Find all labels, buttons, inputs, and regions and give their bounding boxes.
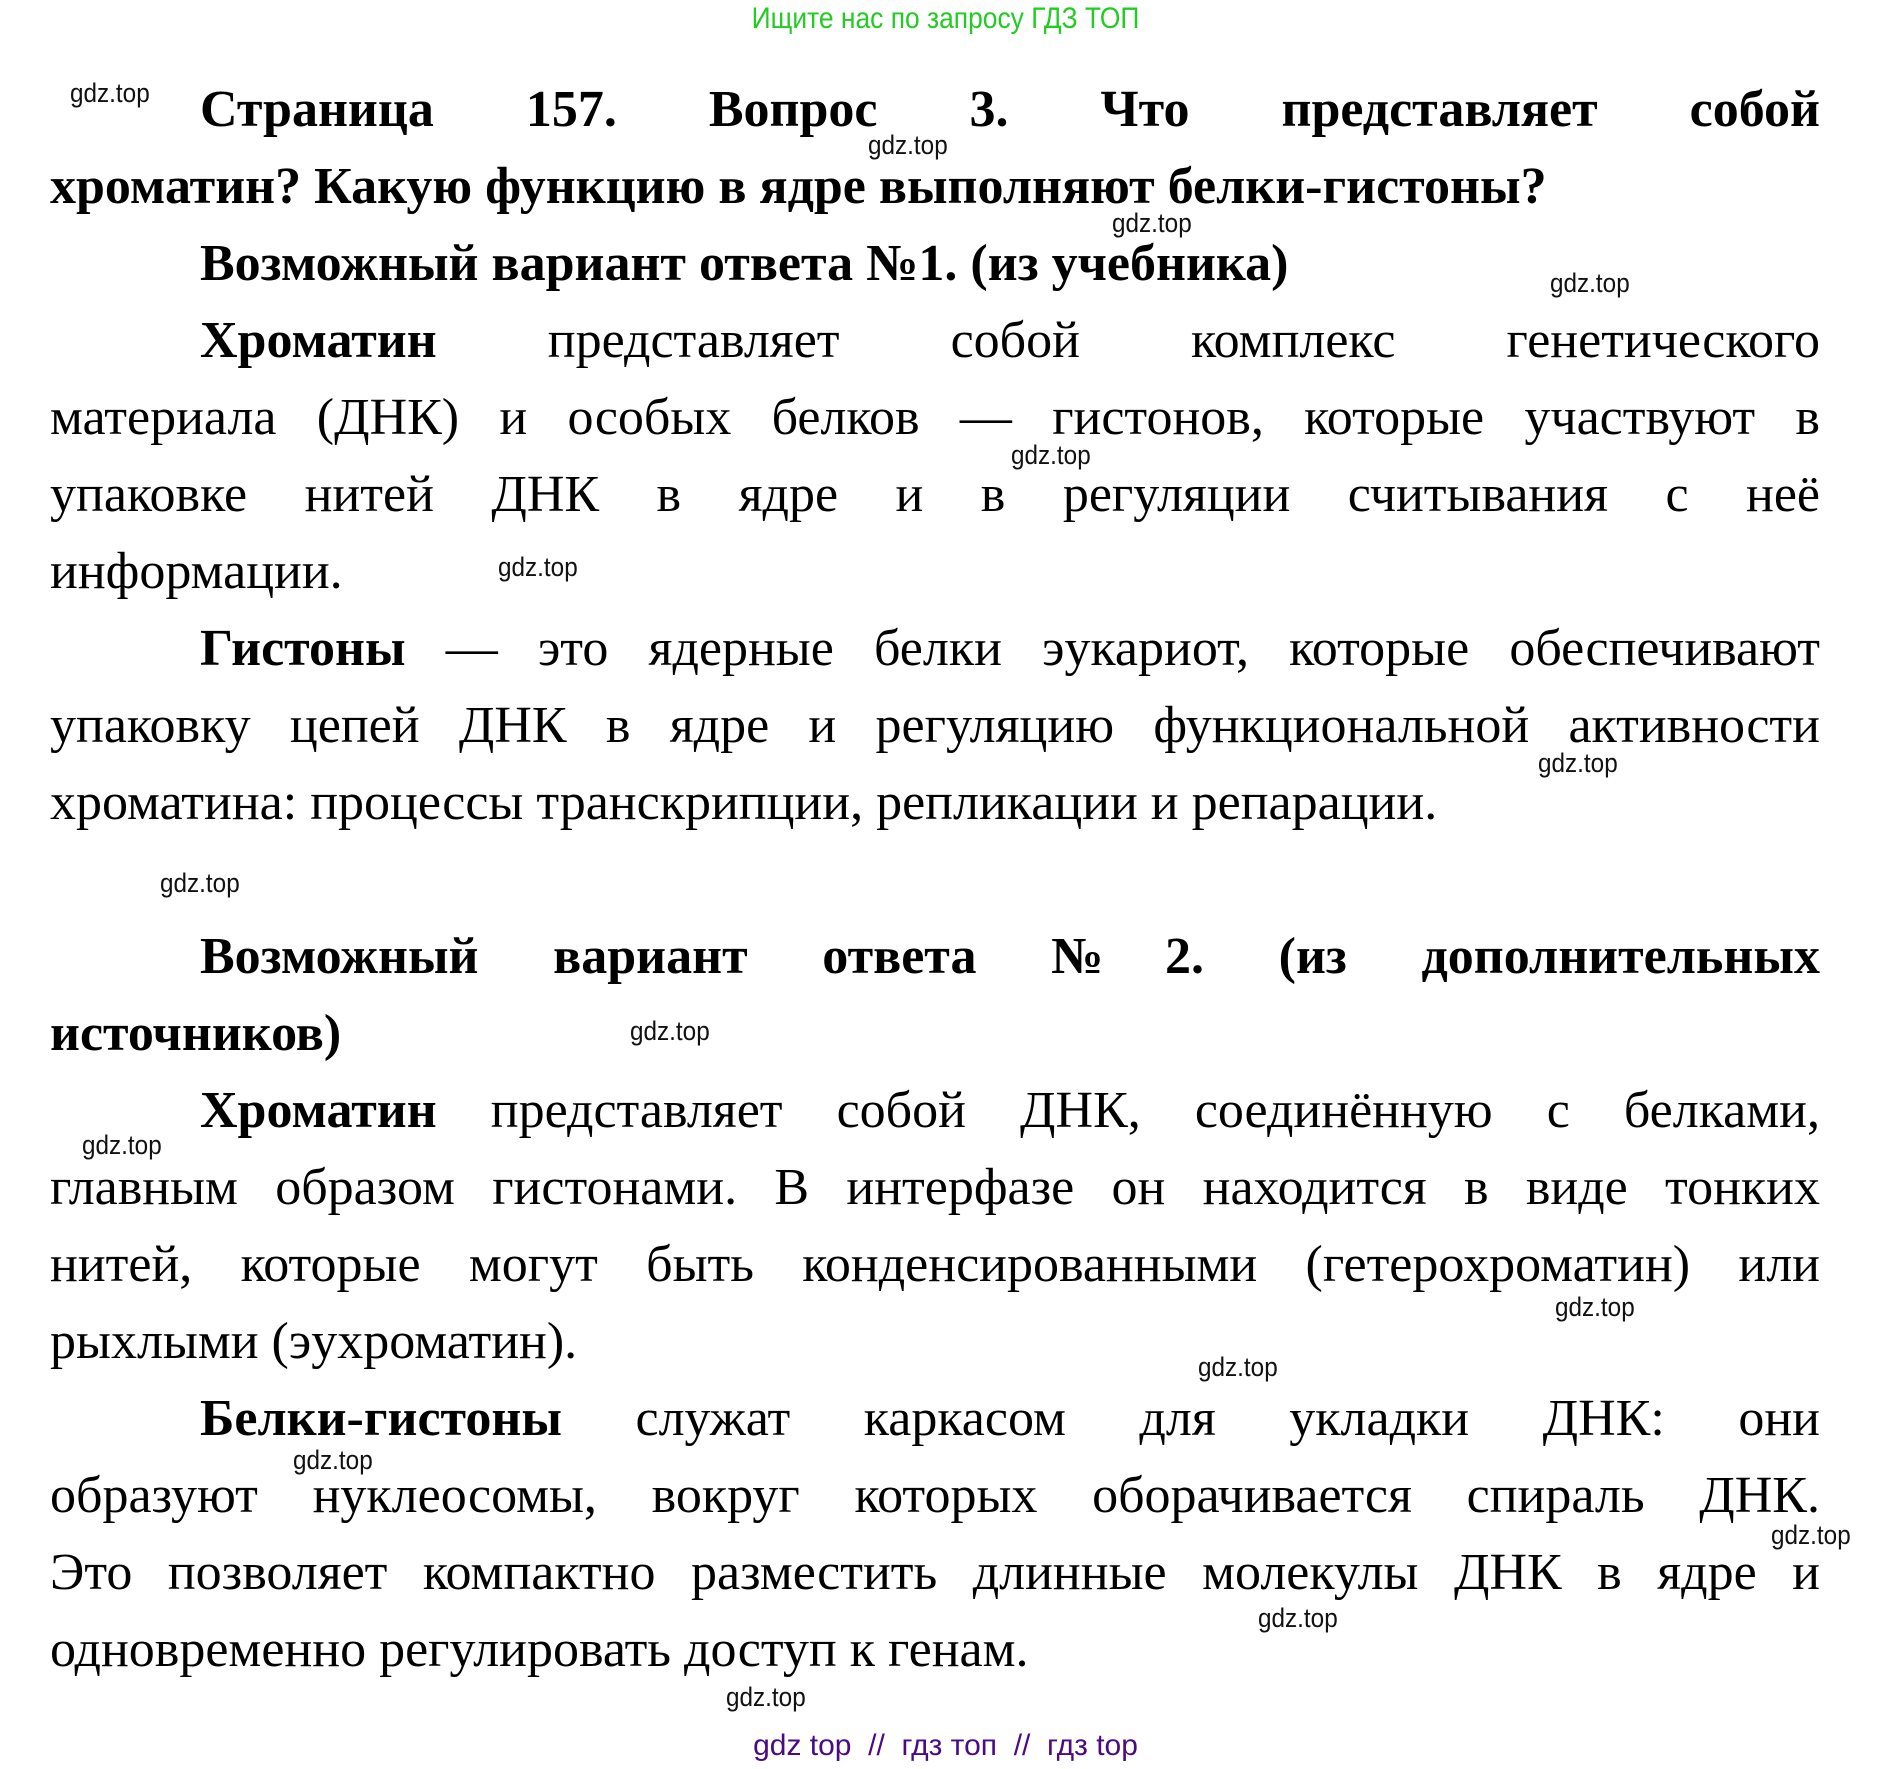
watermark: gdz.top — [1771, 1520, 1851, 1550]
answer-2-paragraph-1-line-4: рыхлыми (эухроматин). — [50, 1313, 578, 1370]
text-span: служат каркасом для укладки ДНК: они — [635, 1390, 1820, 1447]
watermark: gdz.top — [1538, 748, 1618, 778]
watermark: gdz.top — [498, 552, 578, 582]
text-span: представляет собой ДНК, соединённую с белками, — [490, 1082, 1820, 1139]
watermark: gdz.top — [160, 868, 240, 898]
watermark: gdz.top — [726, 1682, 806, 1712]
watermark: gdz.top — [82, 1130, 162, 1160]
watermark: gdz.top — [1112, 208, 1192, 238]
answer-1-paragraph-1-line-4: информации. — [50, 543, 343, 600]
watermark: gdz.top — [868, 130, 948, 160]
watermark: gdz.top — [630, 1016, 710, 1046]
text-span: представляет собой комплекс генетического — [547, 312, 1821, 369]
answer-2-paragraph-2-line-2: образуют нуклеосомы, вокруг которых оборачивается спираль ДНК. — [50, 1467, 1820, 1524]
question-title-line-2: хроматин? Какую функцию в ядре выполняют белки-гистоны? — [50, 158, 1547, 215]
answer-1-paragraph-1-line-2: материала (ДНК) и особых белков — гистонов, которые участвуют в — [50, 389, 1820, 446]
watermark: gdz.top — [1198, 1352, 1278, 1382]
answer-2-paragraph-1-line-2: главным образом гистонами. В интерфазе он находится в виде тонких — [50, 1159, 1820, 1216]
answer-1-heading: Возможный вариант ответа №1. (из учебника) — [200, 235, 1289, 292]
answer-2-paragraph-1-line-3: нитей, которые могут быть конденсированными (гетерохроматин) или — [50, 1236, 1820, 1293]
answer-1-paragraph-1-line-1 — [200, 311, 1820, 371]
search-hint-banner: Ищите нас по запросу ГДЗ ТОП — [751, 2, 1140, 35]
term-histones: Гистоны — [200, 620, 406, 677]
answer-2-heading-line-1: Возможный вариант ответа №2. (из дополнительных — [200, 928, 1820, 985]
term-histone-proteins: Белки-гистоны — [200, 1390, 562, 1447]
watermark: gdz.top — [293, 1445, 373, 1475]
answer-1-paragraph-1-line-3: упаковке нитей ДНК в ядре и в регуляции считывания с неё — [50, 466, 1820, 523]
answer-2-paragraph-2-line-1 — [200, 1389, 1820, 1449]
text-span: — это ядерные белки эукариот, которые обеспечивают — [445, 620, 1821, 677]
answer-2-paragraph-2-line-3: Это позволяет компактно разместить длинные молекулы ДНК в ядре и — [50, 1544, 1820, 1601]
question-title-line-1: Страница 157. Вопрос 3. Что представляет собой — [200, 81, 1820, 138]
answer-1-paragraph-2-line-2: упаковку цепей ДНК в ядре и регуляцию функциональной активности — [50, 697, 1820, 754]
term-chromatin: Хроматин — [200, 312, 437, 369]
answer-2-paragraph-2-line-4: одновременно регулировать доступ к генам. — [50, 1621, 1029, 1678]
answer-2-paragraph-1-line-1 — [200, 1081, 1820, 1141]
answer-1-paragraph-2-line-3: хроматина: процессы транскрипции, репликации и репарации. — [50, 774, 1438, 831]
watermark: gdz.top — [1550, 268, 1630, 298]
watermark: gdz.top — [1258, 1603, 1338, 1633]
term-chromatin: Хроматин — [200, 1082, 437, 1139]
answer-2-heading-line-2: источников) — [50, 1005, 342, 1062]
watermark: gdz.top — [70, 78, 150, 108]
watermark: gdz.top — [1555, 1292, 1635, 1322]
answer-1-paragraph-2-line-1 — [200, 619, 1820, 679]
watermark: gdz.top — [1011, 440, 1091, 470]
footer-links: gdz top // гдз топ // гдз top — [753, 1729, 1138, 1762]
